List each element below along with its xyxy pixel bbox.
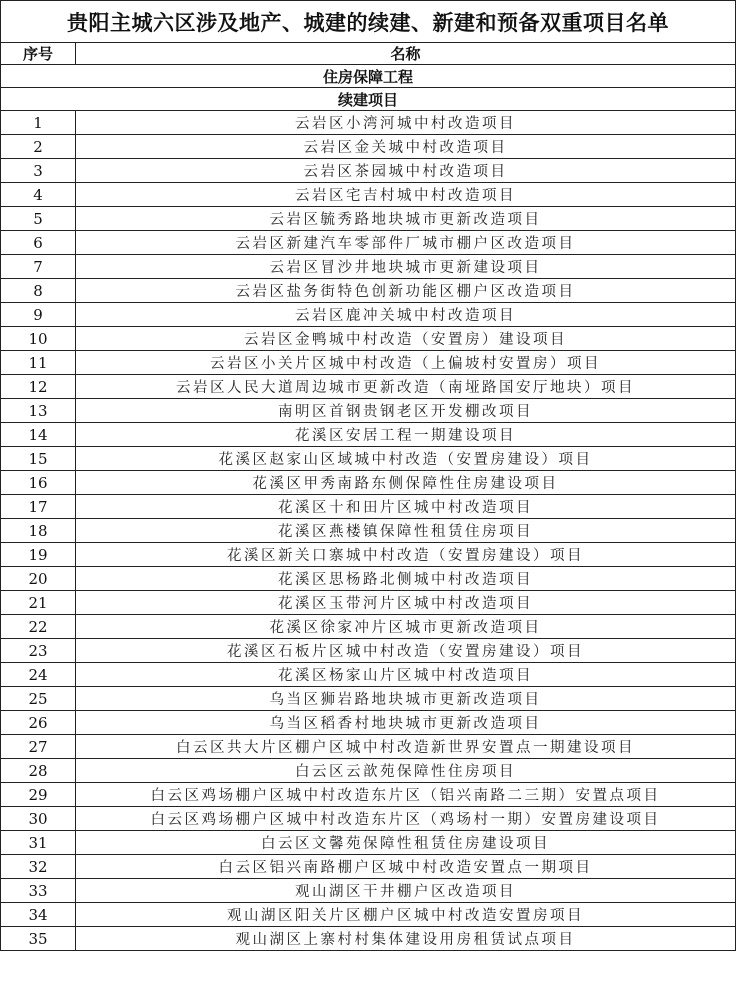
row-project-name: 花溪区赵家山区域城中村改造（安置房建设）项目: [76, 447, 736, 471]
row-project-name: 白云区铝兴南路棚户区城中村改造安置点一期项目: [76, 855, 736, 879]
row-project-name: 云岩区金关城中村改造项目: [76, 135, 736, 159]
row-project-name: 花溪区十和田片区城中村改造项目: [76, 495, 736, 519]
row-project-name: 观山湖区上寨村村集体建设用房租赁试点项目: [76, 927, 736, 951]
table-row: [1, 687, 736, 711]
row-project-name: 云岩区宅吉村城中村改造项目: [76, 183, 736, 207]
row-index: 25: [1, 687, 76, 711]
row-index: 27: [1, 735, 76, 759]
table-row: [1, 471, 736, 495]
table-row: [1, 231, 736, 255]
header-index: 序号: [1, 43, 76, 65]
row-index: 4: [1, 183, 76, 207]
table-row: [1, 879, 736, 903]
category-label: 住房保障工程: [1, 65, 736, 88]
table-row: [1, 327, 736, 351]
table-row: [1, 639, 736, 663]
row-index: 30: [1, 807, 76, 831]
table-row: [1, 591, 736, 615]
row-project-name: 观山湖区阳关片区棚户区城中村改造安置房项目: [76, 903, 736, 927]
row-index: 6: [1, 231, 76, 255]
table-row: [1, 447, 736, 471]
row-index: 34: [1, 903, 76, 927]
table-row: [1, 495, 736, 519]
table-row: [1, 615, 736, 639]
table-row: [1, 735, 736, 759]
table-title: 贵阳主城六区涉及地产、城建的续建、新建和预备双重项目名单: [1, 1, 736, 43]
row-index: 17: [1, 495, 76, 519]
subcategory-row: [1, 88, 736, 111]
row-index: 13: [1, 399, 76, 423]
title-row: [1, 1, 736, 43]
row-project-name: 花溪区新关口寨城中村改造（安置房建设）项目: [76, 543, 736, 567]
row-project-name: 南明区首钢贵钢老区开发棚改项目: [76, 399, 736, 423]
row-index: 1: [1, 111, 76, 135]
row-index: 26: [1, 711, 76, 735]
row-index: 5: [1, 207, 76, 231]
row-project-name: 花溪区杨家山片区城中村改造项目: [76, 663, 736, 687]
row-index: 12: [1, 375, 76, 399]
row-project-name: 云岩区鹿冲关城中村改造项目: [76, 303, 736, 327]
table-row: [1, 183, 736, 207]
row-index: 29: [1, 783, 76, 807]
row-index: 20: [1, 567, 76, 591]
row-project-name: 花溪区石板片区城中村改造（安置房建设）项目: [76, 639, 736, 663]
header-name: 名称: [76, 43, 736, 65]
row-index: 11: [1, 351, 76, 375]
category-row: [1, 65, 736, 88]
table-row: [1, 663, 736, 687]
row-project-name: 白云区鸡场棚户区城中村改造东片区（铝兴南路二三期）安置点项目: [76, 783, 736, 807]
table-row: [1, 759, 736, 783]
table-row: [1, 279, 736, 303]
row-project-name: 乌当区稻香村地块城市更新改造项目: [76, 711, 736, 735]
row-index: 19: [1, 543, 76, 567]
row-index: 7: [1, 255, 76, 279]
table-row: [1, 135, 736, 159]
header-row: [1, 43, 736, 65]
table-row: [1, 927, 736, 951]
row-project-name: 云岩区新建汽车零部件厂城市棚户区改造项目: [76, 231, 736, 255]
row-project-name: 云岩区小湾河城中村改造项目: [76, 111, 736, 135]
row-project-name: 白云区共大片区棚户区城中村改造新世界安置点一期建设项目: [76, 735, 736, 759]
row-index: 21: [1, 591, 76, 615]
table-row: [1, 159, 736, 183]
row-index: 15: [1, 447, 76, 471]
table-row: [1, 351, 736, 375]
row-index: 32: [1, 855, 76, 879]
table-row: [1, 111, 736, 135]
table-row: [1, 399, 736, 423]
row-project-name: 云岩区盐务街特色创新功能区棚户区改造项目: [76, 279, 736, 303]
table-row: [1, 375, 736, 399]
table-row: [1, 855, 736, 879]
table-row: [1, 831, 736, 855]
table-row: [1, 783, 736, 807]
row-project-name: 云岩区冒沙井地块城市更新建设项目: [76, 255, 736, 279]
row-project-name: 白云区文馨苑保障性租赁住房建设项目: [76, 831, 736, 855]
row-index: 2: [1, 135, 76, 159]
subcategory-label: 续建项目: [1, 88, 736, 111]
row-project-name: 白云区鸡场棚户区城中村改造东片区（鸡场村一期）安置房建设项目: [76, 807, 736, 831]
row-index: 3: [1, 159, 76, 183]
table-row: [1, 207, 736, 231]
table-row: [1, 543, 736, 567]
row-index: 23: [1, 639, 76, 663]
row-index: 24: [1, 663, 76, 687]
table-row: [1, 567, 736, 591]
table-row: [1, 255, 736, 279]
row-project-name: 花溪区安居工程一期建设项目: [76, 423, 736, 447]
row-index: 10: [1, 327, 76, 351]
row-project-name: 花溪区玉带河片区城中村改造项目: [76, 591, 736, 615]
row-index: 18: [1, 519, 76, 543]
table-row: [1, 807, 736, 831]
row-project-name: 云岩区毓秀路地块城市更新改造项目: [76, 207, 736, 231]
row-index: 8: [1, 279, 76, 303]
table-row: [1, 903, 736, 927]
row-project-name: 花溪区思杨路北侧城中村改造项目: [76, 567, 736, 591]
row-index: 22: [1, 615, 76, 639]
table-row: [1, 423, 736, 447]
table-row: [1, 711, 736, 735]
row-project-name: 花溪区甲秀南路东侧保障性住房建设项目: [76, 471, 736, 495]
row-project-name: 云岩区茶园城中村改造项目: [76, 159, 736, 183]
row-index: 31: [1, 831, 76, 855]
row-project-name: 白云区云歆苑保障性住房项目: [76, 759, 736, 783]
table-row: [1, 303, 736, 327]
row-project-name: 乌当区狮岩路地块城市更新改造项目: [76, 687, 736, 711]
row-project-name: 云岩区人民大道周边城市更新改造（南垭路国安厅地块）项目: [76, 375, 736, 399]
row-index: 16: [1, 471, 76, 495]
row-index: 14: [1, 423, 76, 447]
table-row: [1, 519, 736, 543]
row-index: 35: [1, 927, 76, 951]
row-project-name: 花溪区徐家冲片区城市更新改造项目: [76, 615, 736, 639]
row-index: 33: [1, 879, 76, 903]
row-index: 28: [1, 759, 76, 783]
row-project-name: 花溪区燕楼镇保障性租赁住房项目: [76, 519, 736, 543]
row-project-name: 云岩区金鸭城中村改造（安置房）建设项目: [76, 327, 736, 351]
row-index: 9: [1, 303, 76, 327]
row-project-name: 云岩区小关片区城中村改造（上偏坡村安置房）项目: [76, 351, 736, 375]
row-project-name: 观山湖区干井棚户区改造项目: [76, 879, 736, 903]
